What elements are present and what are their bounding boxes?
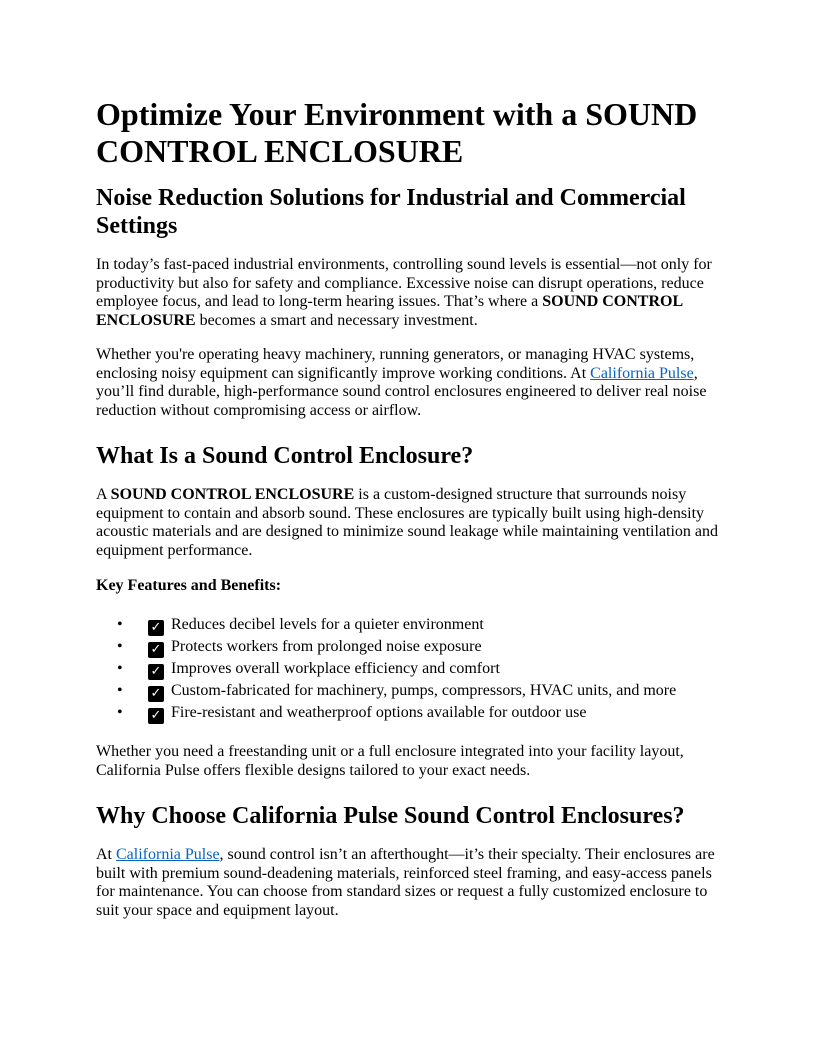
section-heading-why: Why Choose California Pulse Sound Control Enclosures? bbox=[96, 803, 685, 829]
feature-text: Improves overall workplace efficiency and comfort bbox=[171, 660, 500, 677]
intro-p2-text: Whether you're operating heavy machinery, running generators, or managing HVAC systems, enclosing noisy equipment can significantly improve working conditions. At bbox=[96, 346, 695, 382]
checkmark-icon: ✓ bbox=[148, 708, 164, 724]
checkmark-icon: ✓ bbox=[148, 642, 164, 658]
why-p-end: , sound control isn’t an afterthought—it’s their specialty. Their enclosures are built with premium sound-deadening materials, reinforced steel framing, and easy-access panels for maintenance. You can choose from standard sizes or request a fully customized enclosure to suit your space and equipment layout. bbox=[96, 846, 715, 919]
list-item bbox=[96, 636, 726, 658]
bullet-icon: • bbox=[117, 704, 123, 721]
intro-p1-bold: SOUND CONTROL ENCLOSURE bbox=[96, 293, 683, 329]
page-title: Optimize Your Environment with a SOUND CONTROL ENCLOSURE bbox=[96, 96, 698, 169]
bullet-icon: • bbox=[117, 638, 123, 655]
what-p-end: is a custom-designed structure that surrounds noisy equipment to contain and absorb sound. These enclosures are typically built using high-density acoustic materials and are designed to minimize sound leakage while maintaining ventilation and equipment performance. bbox=[96, 486, 719, 559]
feature-text: Fire-resistant and weatherproof options available for outdoor use bbox=[171, 704, 587, 721]
what-paragraph bbox=[96, 486, 726, 560]
section-heading-what: What Is a Sound Control Enclosure? bbox=[96, 443, 474, 469]
checkmark-icon: ✓ bbox=[148, 686, 164, 702]
page-subtitle: Noise Reduction Solutions for Industrial and Commercial Settings bbox=[96, 185, 686, 239]
document-page bbox=[96, 96, 726, 936]
intro-paragraph-2 bbox=[96, 346, 726, 420]
what-p-start: A bbox=[96, 486, 111, 503]
feature-text: Custom-fabricated for machinery, pumps, compressors, HVAC units, and more bbox=[171, 682, 677, 699]
features-heading: Key Features and Benefits: bbox=[96, 577, 282, 594]
california-pulse-link-2[interactable]: California Pulse bbox=[116, 846, 220, 863]
checkmark-icon: ✓ bbox=[148, 620, 164, 636]
features-list bbox=[96, 614, 726, 724]
what-closing-paragraph: Whether you need a freestanding unit or a full enclosure integrated into your facility layout, California Pulse offers flexible designs tailored to your exact needs. bbox=[96, 743, 684, 779]
bullet-icon: • bbox=[117, 682, 123, 699]
bullet-icon: • bbox=[117, 616, 123, 633]
list-item bbox=[96, 680, 726, 702]
why-p-start: At bbox=[96, 846, 116, 863]
bullet-icon: • bbox=[117, 660, 123, 677]
intro-p1-end: becomes a smart and necessary investment. bbox=[195, 311, 478, 329]
list-item bbox=[96, 658, 726, 680]
what-p-bold: SOUND CONTROL ENCLOSURE bbox=[110, 486, 355, 503]
intro-p2-end: , you’ll find durable, high-performance sound control enclosures engineered to deliver real noise reduction without compromising access or airflow. bbox=[96, 364, 707, 419]
feature-text: Reduces decibel levels for a quieter environment bbox=[171, 616, 484, 633]
california-pulse-link[interactable]: California Pulse bbox=[590, 364, 694, 382]
list-item bbox=[96, 702, 726, 724]
checkmark-icon: ✓ bbox=[148, 664, 164, 680]
intro-p1-text: In today’s fast-paced industrial environments, controlling sound levels is essential—not only for productivity but also for safety and compliance. Excessive noise can disrupt operations, reduce employee focus, and lead to long-term hearing issues. That’s where a bbox=[96, 256, 712, 310]
feature-text: Protects workers from prolonged noise exposure bbox=[171, 638, 482, 655]
list-item bbox=[96, 614, 726, 636]
why-paragraph bbox=[96, 846, 726, 920]
intro-paragraph-1 bbox=[96, 256, 726, 330]
